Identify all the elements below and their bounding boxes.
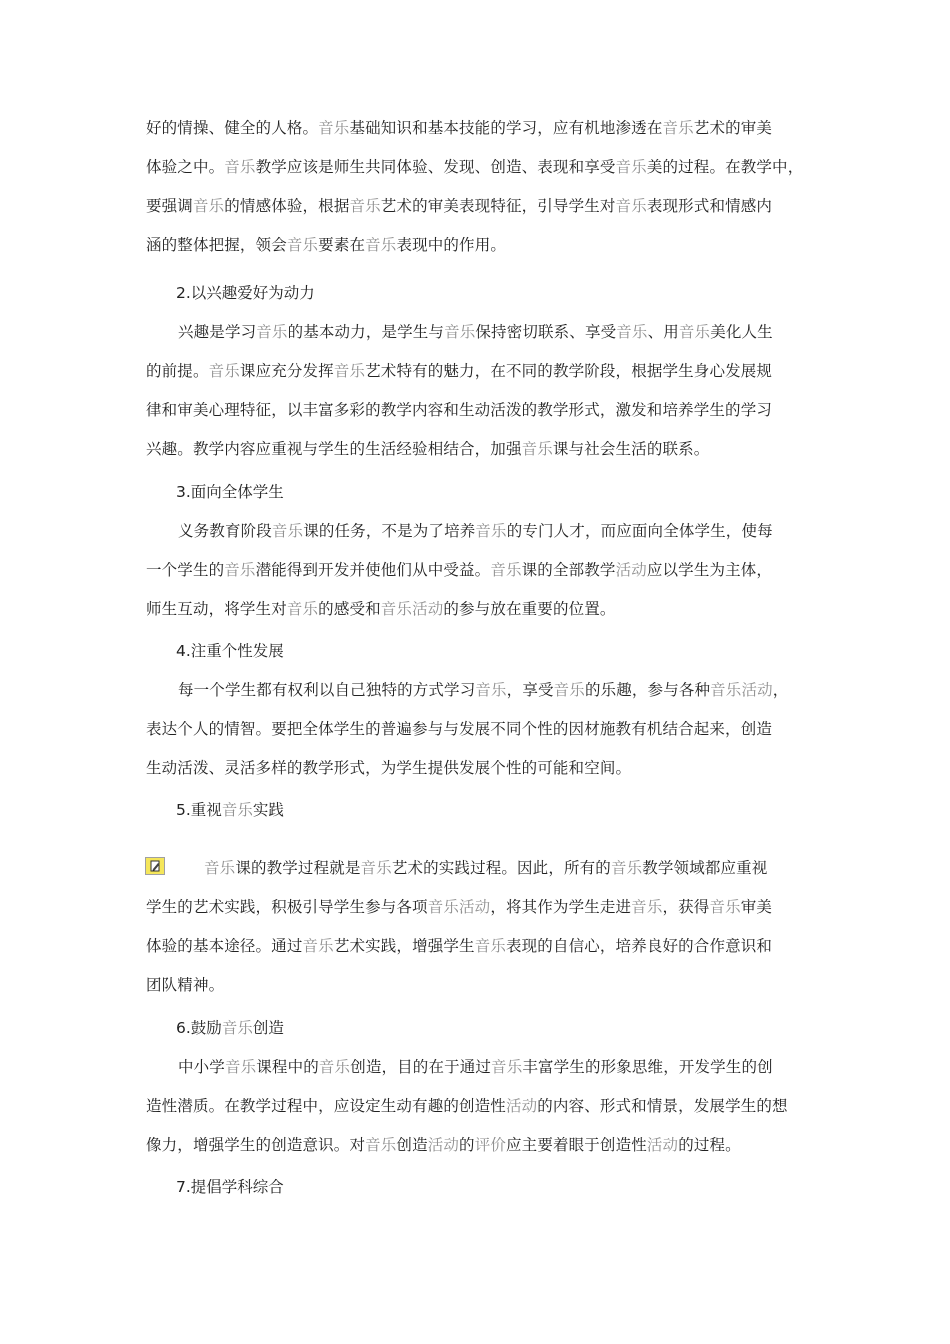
section-heading-3: 3.面向全体学生: [176, 483, 284, 501]
paragraph-4: [146, 671, 818, 788]
text-line: 音乐课的教学过程就是音乐艺术的实践过程。因此，所有的音乐教学领域都应重视: [204, 859, 768, 877]
text-line: 造性潜质。在教学过程中，应设定生动有趣的创造性活动的内容、形式和情景，发展学生的想: [146, 1097, 788, 1115]
text-line: 生动活泼、灵活多样的教学形式，为学生提供发展个性的可能和空间。: [146, 759, 632, 777]
text-line: 兴趣。教学内容应重视与学生的生活经验相结合，加强音乐课与社会生活的联系。: [146, 440, 710, 458]
text-line: 的前提。音乐课应充分发挥音乐艺术特有的魅力，在不同的教学阶段，根据学生身心发展规: [146, 362, 773, 380]
paragraph-3: [146, 512, 818, 629]
text-line: 中小学音乐课程中的音乐创造，目的在于通过音乐丰富学生的形象思维，开发学生的创: [178, 1058, 773, 1076]
section-heading-5: 5.重视音乐实践: [176, 801, 284, 819]
text-line: 团队精神。: [146, 976, 225, 994]
text-line: 一个学生的音乐潜能得到开发并使他们从中受益。音乐课的全部教学活动应以学生为主体，: [146, 561, 773, 579]
text-line: 学生的艺术实践，积极引导学生参与各项音乐活动，将其作为学生走进音乐，获得音乐审美: [146, 898, 773, 916]
text-line: 涵的整体把握，领会音乐要素在音乐表现中的作用。: [146, 236, 506, 254]
section-heading-6: 6.鼓励音乐创造: [176, 1019, 284, 1037]
text-line: 要强调音乐的情感体验，根据音乐艺术的审美表现特征，引导学生对音乐表现形式和情感内: [146, 197, 773, 215]
text-line: 好的情操、健全的人格。音乐基础知识和基本技能的学习，应有机地渗透在音乐艺术的审美: [146, 119, 773, 137]
section-heading-2: 2.以兴趣爱好为动力: [176, 284, 315, 302]
text-line: 像力，增强学生的创造意识。对音乐创造活动的评价应主要着眼于创造性活动的过程。: [146, 1136, 741, 1154]
paragraph-2: [146, 313, 818, 469]
paragraph-1: [146, 109, 818, 265]
text-line: 每一个学生都有权利以自己独特的方式学习音乐，享受音乐的乐趣，参与各种音乐活动，: [178, 681, 789, 699]
section-heading-4: 4.注重个性发展: [176, 642, 284, 660]
text-line: 表达个人的情智。要把全体学生的普遍参与与发展不同个性的因材施教有机结合起来，创造: [146, 720, 773, 738]
text-line: 律和审美心理特征，以丰富多彩的教学内容和生动活泼的教学形式，激发和培养学生的学习: [146, 401, 773, 419]
text-line: 体验之中。音乐教学应该是师生共同体验、发现、创造、表现和享受音乐美的过程。在教学中，: [146, 158, 804, 176]
text-line: 师生互动，将学生对音乐的感受和音乐活动的参与放在重要的位置。: [146, 600, 616, 618]
section-heading-7: 7.提倡学科综合: [176, 1178, 284, 1196]
text-line: 体验的基本途径。通过音乐艺术实践，增强学生音乐表现的自信心，培养良好的合作意识和: [146, 937, 773, 955]
paragraph-6: [146, 1048, 818, 1165]
text-line: 兴趣是学习音乐的基本动力，是学生与音乐保持密切联系、享受音乐、用音乐美化人生: [178, 323, 773, 341]
text-line: 义务教育阶段音乐课的任务，不是为了培养音乐的专门人才，而应面向全体学生，使每: [178, 522, 773, 540]
paragraph-5: [146, 849, 818, 1005]
